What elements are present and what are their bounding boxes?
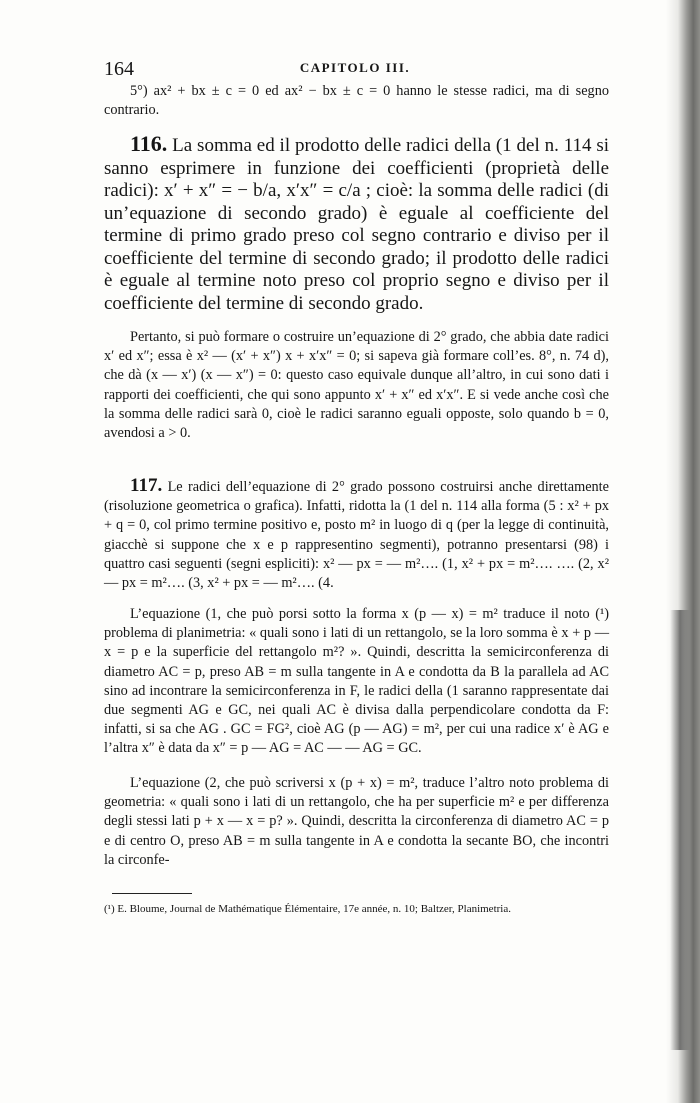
section-116 xyxy=(104,133,609,315)
section-number: 116. xyxy=(130,131,168,156)
footnote-rule xyxy=(112,893,192,894)
paragraph-item-5: 5°) ax² + bx ± c = 0 ed ax² − bx ± c = 0 hanno le stesse radici, ma di segno contrario. xyxy=(104,83,609,119)
paragraph-equation-2: L’equazione (2, che può scriversi x (p + x) = m², traduce l’altro noto problema di geometria: « quali sono i lati di un rettangolo, che ha per superficie m² e per differenza degli stessi lati p + x — x = p? ». Quindi, descritta la circonferenza di diametro AC = p e di centro O, preso AB = m sulla tangente in A e condotta la secante BO, che incontri la circonfe- xyxy=(104,775,609,868)
footnote: (¹) E. Bloume, Journal de Mathématique Élémentaire, 17e année, n. 10; Baltzer, Planimetria. xyxy=(104,903,511,915)
paragraph-pertanto: Pertanto, si può formare o costruire un’equazione di 2° grado, che abbia date radici x′ ed x″; essa è x² — (x′ + x″) x + x′x″ = 0; si sapeva già formare coll’es. 8°, n. 74 d), che dà (x — x′) (x — x″) = 0: questo caso equivale dunque all’altro, in cui sono dati i rapporti dei coefficienti, che qui sono appunto x′ + x″ ed x′x″. E si vede anche così che la somma delle radici sarà 0, cioè le radici saranno eguali opposte, solo quando b = 0, avendosi a > 0. xyxy=(104,329,609,442)
section-117 xyxy=(104,476,609,593)
page-number: 164 xyxy=(104,58,134,80)
section-number: 117. xyxy=(130,475,163,496)
page-edge-dark-band xyxy=(670,610,690,1050)
section-116-text: La somma ed il prodotto delle radici della (1 del n. 114 si sanno esprimere in funzione dei coefficienti (proprietà delle radici): x′ + x″ = − b/a, x′x″ = c/a ; cioè: la somma delle radici (di un’equazione di secondo grado) è eguale al coefficiente del termine di primo grado preso col segno contrario e diviso per il coefficiente del termine di secondo grado; il prodotto delle radici è eguale al termine noto preso col proprio segno e diviso per il coefficiente del termine di secondo grado. xyxy=(104,135,610,314)
running-title: CAPITOLO III. xyxy=(299,60,411,75)
running-header xyxy=(104,58,606,84)
paragraph-equation-1: L’equazione (1, che può porsi sotto la forma x (p — x) = m² traduce il noto (¹) problema di planimetria: « quali sono i lati di un rettangolo, se la loro somma è x + p — x = p e la superficie del rettangolo m²? ». Quindi, descritta la semicirconferenza di diametro AC = p, preso AB = m sulla tangente in A e condotta da B la parallela ad AC sino ad incontrare la semicirconferenza in F, le radici della (1 saranno rappresentate dai due segmenti AG e GC, nei quali AC è divisa dalla perpendicolare condotta da F: infatti, si sa che AG . GC = FG², cioè AG (p — AG) = m², per cui una radice x′ è AG e l’altra x″ è data da x″ = p — AG = AC — — AG = GC. xyxy=(104,606,609,757)
section-117-text: Le radici dell’equazione di 2° grado possono costruirsi anche direttamente (risoluzione geometrica o grafica). Infatti, ridotta la (1 del n. 114 alla forma (5 : x² + px + q = 0, col primo termine positivo e, posto m² in luogo di q (per la legge di continuità, giacchè si suppone che x e p rappresentino segmenti), potranno presentarsi (98) i quattro casi seguenti (segni espliciti): x² — px = — m²…. (1, x² + px = m²…. …. (2, x² — px = m²…. (3, x² + px = — m²…. (4. xyxy=(104,479,610,592)
